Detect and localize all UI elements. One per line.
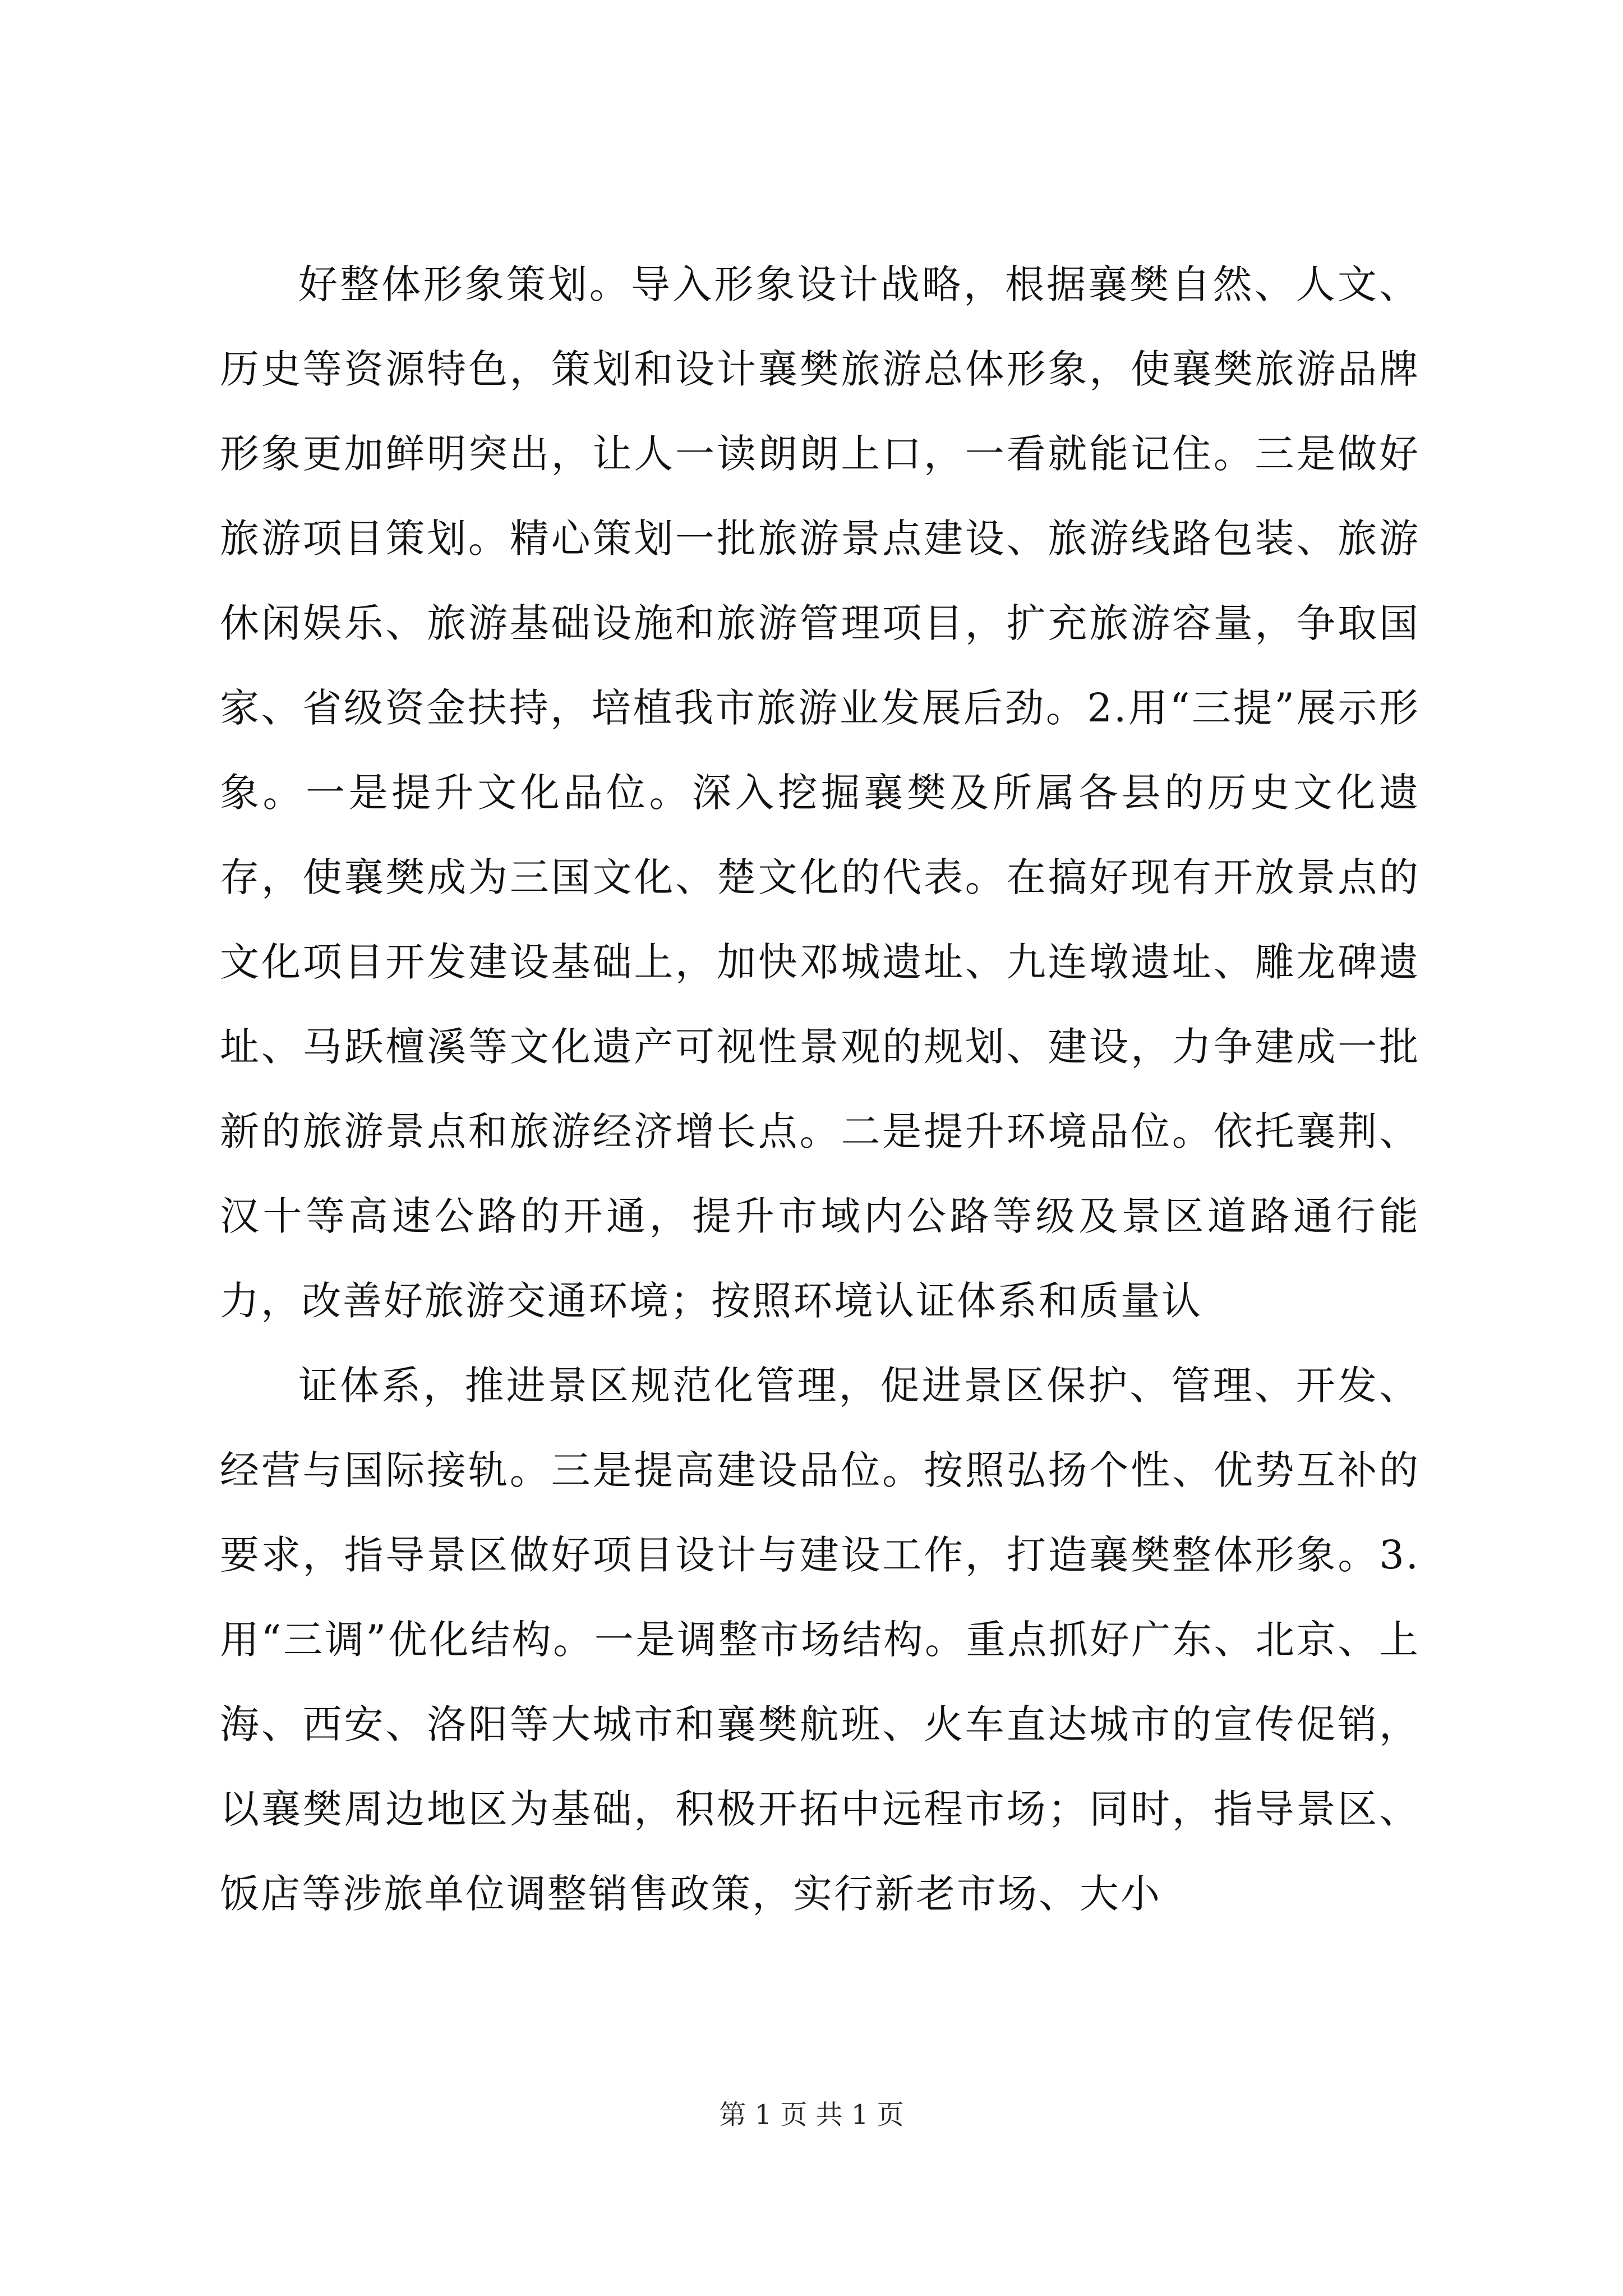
- paragraph: 好整体形象策划。导入形象设计战略，根据襄樊自然、人文、历史等资源特色，策划和设计襄樊旅游总体形象，使襄樊旅游品牌形象更加鲜明突出，让人一读朗朗上口，一看就能记住。三是做好旅游项目策划。精心策划一批旅游景点建设、旅游线路包装、旅游休闲娱乐、旅游基础设施和旅游管理项目，扩充旅游容量，争取国家、省级资金扶持，培植我市旅游业发展后劲。2.用“三提”展示形象。一是提升文化品位。深入挖掘襄樊及所属各县的历史文化遗存，使襄樊成为三国文化、楚文化的代表。在搞好现有开放景点的文化项目开发建设基础上，加快邓城遗址、九连墩遗址、雕龙碑遗址、马跃檀溪等文化遗产可视性景观的规划、建设，力争建成一批新的旅游景点和旅游经济增长点。二是提升环境品位。依托襄荆、汉十等高速公路的开通，提升市域内公路等级及景区道路通行能力，改善好旅游交通环境；按照环境认证体系和质量认: [220, 261, 1420, 1324]
- document-body: [220, 242, 1420, 1936]
- page-footer: 第 1 页 共 1 页: [719, 2099, 904, 2131]
- paragraph: 证体系，推进景区规范化管理，促进景区保护、管理、开发、经营与国际接轨。三是提高建设品位。按照弘扬个性、优势互补的要求，指导景区做好项目设计与建设工作，打造襄樊整体形象。3.用“三调”优化结构。一是调整市场结构。重点抓好广东、北京、上海、西安、洛阳等大城市和襄樊航班、火车直达城市的宣传促销，以襄樊周边地区为基础，积极开拓中远程市场；同时，指导景区、饭店等涉旅单位调整销售政策，实行新老市场、大小: [220, 1363, 1420, 1917]
